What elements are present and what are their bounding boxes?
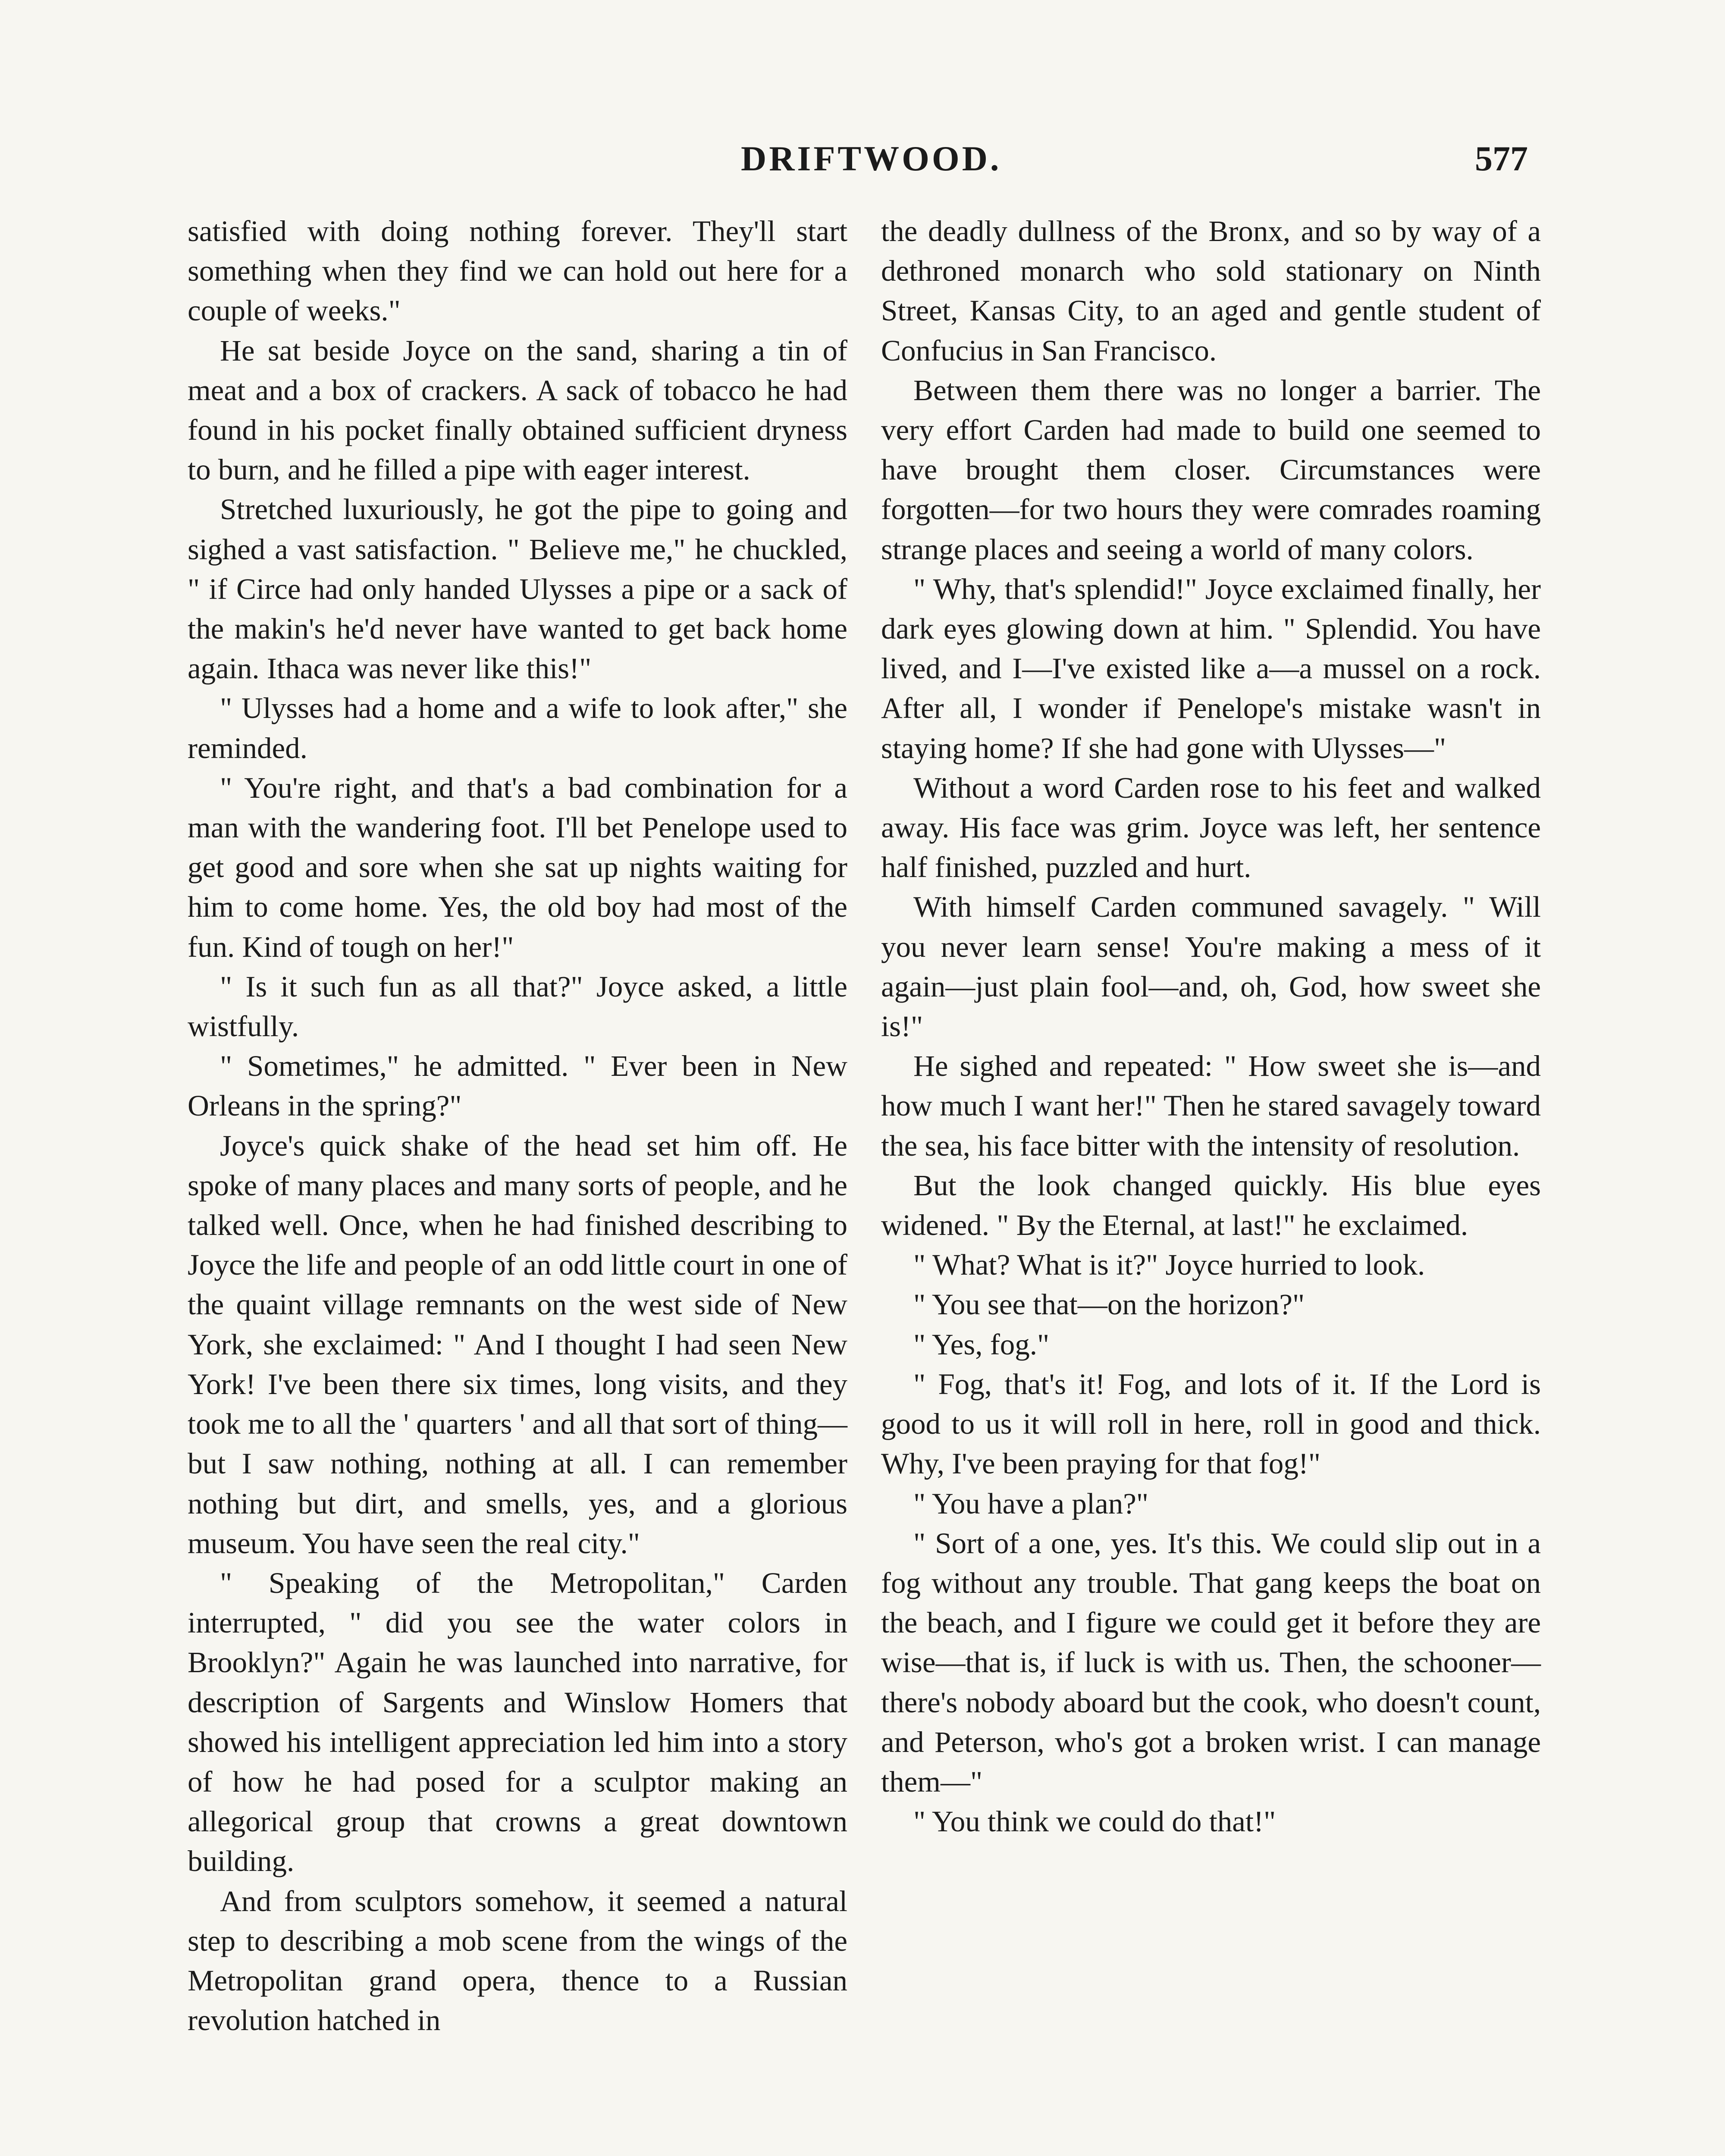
paragraph: " Sort of a one, yes. It's this. We could slip out in a fog without any trouble. That gang keeps the boat on the beach, and I figure we could get it before they are wise—that is, if luck is with us. Then, the schooner—there's nobody aboard but the cook, who doesn't count, and Peterson, who's got a broken wrist. I can manage them—" xyxy=(881,1526,1541,1798)
paragraph: the deadly dullness of the Bronx, and so by way of a dethroned monarch who sold stationary on Ninth Street, Kansas City, to an aged and gentle student of Confucius in San Francisco. xyxy=(881,215,1541,367)
running-title: DRIFTWOOD. xyxy=(741,139,1002,178)
paragraph: He sat beside Joyce on the sand, sharing a tin of meat and a box of crackers. A sack of tobacco he had found in his pocket finally obtained sufficient dryness to burn, and he filled a pipe with eager interest. xyxy=(188,334,847,486)
paragraph: With himself Carden communed savagely. " Will you never learn sense! You're making a mess of it again—just plain fool—and, oh, God, how sweet she is!" xyxy=(881,890,1541,1043)
paragraph: " You're right, and that's a bad combination for a man with the wandering foot. I'll bet Penelope used to get good and sore when she sat up nights waiting for him to come home. Yes, the old boy had most of the fun. Kind of tough on her!" xyxy=(188,771,847,963)
paragraph: " Ulysses had a home and a wife to look after," she reminded. xyxy=(188,692,847,765)
paragraph: " What? What is it?" Joyce hurried to look. xyxy=(913,1248,1425,1282)
paragraph: " You think we could do that!" xyxy=(913,1805,1276,1838)
paragraph: " Yes, fog." xyxy=(913,1328,1050,1361)
paragraph: He sighed and repeated: " How sweet she is—and how much I want her!" Then he stared savagely toward the sea, his face bitter with the intensity of resolution. xyxy=(881,1050,1541,1162)
paragraph: Joyce's quick shake of the head set him off. He spoke of many places and many sorts of people, and he talked well. Once, when he had finished describing to Joyce the life and people of an odd little court in one of the quaint village remnants on the west side of New York, she exclaimed: " And I thought I had seen New York! I've been there six times, long visits, and they took me to all the ' quarters ' and all that sort of thing—but I saw nothing, nothing at all. I can remember nothing but dirt, and smells, yes, and a glorious museum. You have seen the real city." xyxy=(188,1129,847,1560)
paragraph: Stretched luxuriously, he got the pipe to going and sighed a vast satisfaction. " Believe me," he chuckled, " if Circe had only handed Ulysses a pipe or a sack of the makin's he'd never have wanted to get back home again. Ithaca was never like this!" xyxy=(188,493,847,685)
paragraph: Between them there was no longer a barrier. The very effort Carden had made to build one seemed to have brought them closer. Circumstances were forgotten—for two hours they were comrades roaming strange places and seeing a world of many colors. xyxy=(881,373,1541,566)
paragraph: " Sometimes," he admitted. " Ever been in New Orleans in the spring?" xyxy=(188,1050,847,1122)
paragraph: " Speaking of the Metropolitan," Carden interrupted, " did you see the water colors in Brooklyn?" Again he was launched into narrative, for description of Sargents and Winslow Homers that showed his intelligent appreciation led him into a story of how he had posed for a sculptor making an allegorical group that crowns a great downtown building. xyxy=(188,1566,847,1878)
paragraph: " Is it such fun as all that?" Joyce asked, a little wistfully. xyxy=(188,970,847,1043)
paragraph: " You have a plan?" xyxy=(913,1487,1148,1520)
page-number: 577 xyxy=(1475,139,1528,178)
running-head xyxy=(0,137,1725,185)
left-column xyxy=(188,211,847,2040)
paragraph: Without a word Carden rose to his feet and walked away. His face was grim. Joyce was left, her sentence half finished, puzzled and hurt. xyxy=(881,771,1541,884)
paragraph: " You see that—on the horizon?" xyxy=(913,1288,1305,1321)
paragraph: satisfied with doing nothing forever. They'll start something when they find we can hold out here for a couple of weeks." xyxy=(188,215,847,327)
paragraph: But the look changed quickly. His blue eyes widened. " By the Eternal, at last!" he exclaimed. xyxy=(881,1169,1541,1242)
paragraph: " Why, that's splendid!" Joyce exclaimed finally, her dark eyes glowing down at him. " Splendid. You have lived, and I—I've existed like a—a mussel on a rock. After all, I wonder if Penelope's mistake wasn't in staying home? If she had gone with Ulysses—" xyxy=(881,572,1541,765)
paragraph: " Fog, that's it! Fog, and lots of it. If the Lord is good to us it will roll in here, roll in good and thick. Why, I've been praying for that fog!" xyxy=(881,1367,1541,1480)
right-column xyxy=(881,211,1541,1841)
paragraph: And from sculptors somehow, it seemed a natural step to describing a mob scene from the wings of the Metropolitan grand opera, thence to a Russian revolution hatched in xyxy=(188,1884,847,2037)
